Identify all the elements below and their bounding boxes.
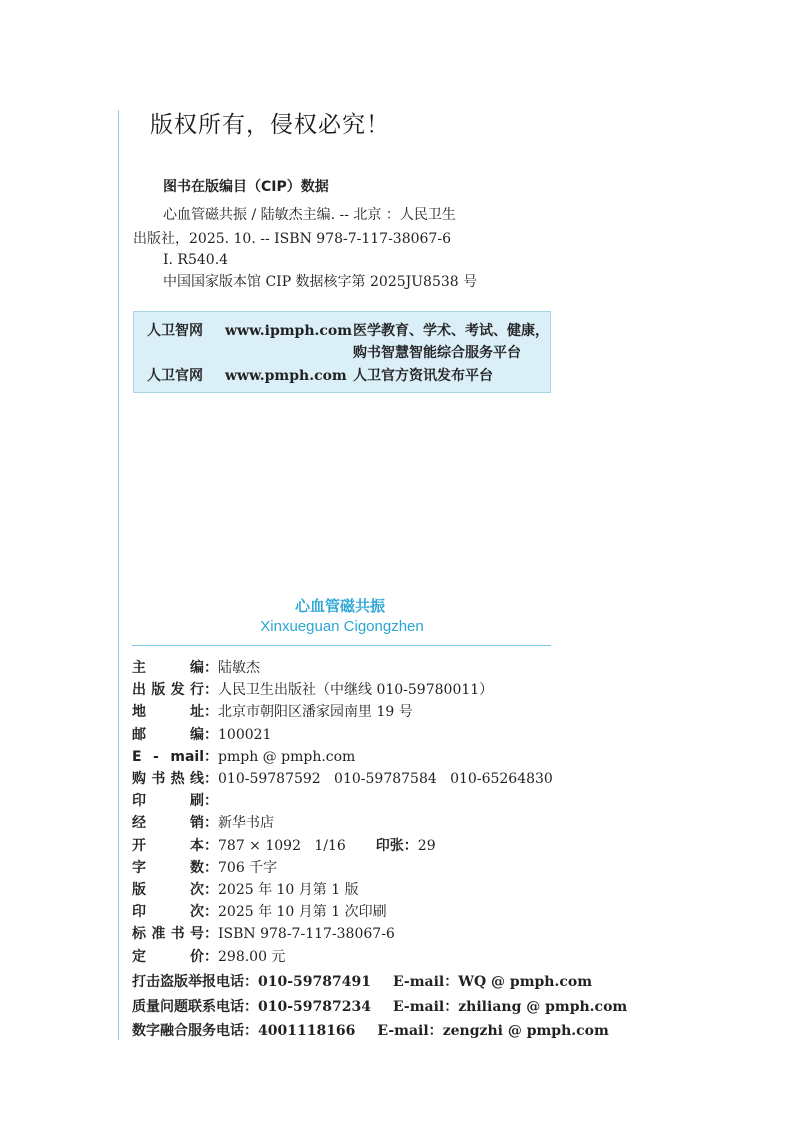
copyright-notice: 版权所有，侵权必究！ bbox=[150, 112, 390, 138]
info-colon: ： bbox=[204, 859, 218, 876]
info-row bbox=[132, 858, 277, 878]
info-value: 298.00 元 bbox=[218, 948, 286, 965]
website-name-2: 人卫官网 bbox=[147, 368, 203, 384]
website-info-box bbox=[133, 311, 551, 393]
cip-line-4: 中国国家版本馆 CIP 数据核字第 2025JU8538 号 bbox=[163, 274, 478, 290]
contact-email-label: E-mail： bbox=[392, 974, 459, 990]
info-colon: ： bbox=[204, 837, 218, 854]
title-rule bbox=[132, 645, 551, 646]
book-title: 心血管磁共振 bbox=[294, 597, 385, 615]
info-extra-value: 29 bbox=[417, 837, 436, 854]
contact-phone: 010-59787491 bbox=[258, 974, 371, 990]
website-url-2[interactable]: www.pmph.com bbox=[225, 368, 347, 384]
info-colon: ： bbox=[204, 926, 218, 943]
info-row bbox=[132, 836, 436, 856]
website-desc-1a: 医学教育、学术、考试、健康， bbox=[353, 323, 549, 339]
info-label: 标准书号 bbox=[132, 926, 204, 943]
info-row bbox=[132, 813, 274, 833]
contact-label: 数字融合服务电话： bbox=[132, 1023, 258, 1039]
contact-phone: 010-59787234 bbox=[258, 998, 371, 1015]
info-colon: ： bbox=[204, 660, 218, 676]
info-row bbox=[132, 902, 387, 922]
margin-rule bbox=[118, 110, 119, 1040]
info-row bbox=[132, 924, 395, 944]
website-desc-1b: 购书智慧智能综合服务平台 bbox=[353, 345, 521, 361]
info-label: 印 刷 bbox=[132, 793, 204, 810]
contact-email[interactable]: zhiliang @ pmph.com bbox=[458, 998, 628, 1015]
contact-label: 质量问题联系电话： bbox=[132, 998, 258, 1015]
info-label: E - mail bbox=[132, 748, 204, 765]
info-colon: ： bbox=[204, 771, 218, 787]
info-row bbox=[132, 947, 285, 967]
info-row bbox=[132, 702, 413, 722]
info-row bbox=[132, 680, 493, 700]
info-value: 人民卫生出版社（中继线 010-59780011） bbox=[218, 682, 494, 699]
info-colon: ： bbox=[204, 726, 218, 743]
info-value: 100021 bbox=[218, 726, 272, 743]
website-name-1: 人卫智网 bbox=[147, 323, 203, 339]
contact-row bbox=[132, 972, 592, 992]
info-colon: ： bbox=[204, 682, 218, 699]
info-value: 787 × 1092 1/16 bbox=[218, 837, 346, 854]
info-colon: ： bbox=[204, 704, 218, 721]
cip-line-2: 出版社，2025. 10. -- ISBN 978-7-117-38067-6 bbox=[133, 231, 451, 247]
info-label: 经 销 bbox=[132, 815, 204, 832]
info-row bbox=[132, 791, 218, 811]
info-value: 706 千字 bbox=[218, 859, 278, 876]
info-value: 2025 年 10 月第 1 次印刷 bbox=[218, 904, 387, 921]
info-label: 字 数 bbox=[132, 859, 204, 876]
info-colon: ： bbox=[204, 748, 218, 765]
info-label: 邮 编 bbox=[132, 726, 204, 743]
info-row bbox=[132, 747, 355, 767]
contact-email-label: E-mail： bbox=[392, 998, 459, 1015]
book-pinyin: Xinxueguan Cigongzhen bbox=[260, 618, 424, 635]
info-value: 北京市朝阳区潘家园南里 19 号 bbox=[218, 704, 413, 721]
info-value: 010-59787592 010-59787584 010-65264830 bbox=[218, 771, 553, 787]
contact-label: 打击盗版举报电话： bbox=[132, 974, 258, 990]
info-colon: ： bbox=[204, 815, 218, 832]
info-label: 出版发行 bbox=[132, 682, 204, 699]
cip-line-1: 心血管磁共振 / 陆敏杰主编. -- 北京 ：人民卫生 bbox=[163, 207, 456, 223]
contact-row bbox=[132, 1021, 609, 1041]
contact-email-label: E-mail： bbox=[377, 1023, 443, 1039]
website-url-1[interactable]: www.ipmph.com bbox=[225, 323, 353, 339]
info-label: 主 编 bbox=[132, 660, 204, 676]
info-row bbox=[132, 769, 553, 789]
info-row bbox=[132, 880, 359, 900]
info-label: 购书热线 bbox=[132, 771, 204, 787]
contact-email[interactable]: zengzhi @ pmph.com bbox=[442, 1023, 609, 1039]
info-extra-label: 印张： bbox=[375, 837, 418, 854]
cip-heading: 图书在版编目（CIP）数据 bbox=[163, 179, 329, 195]
info-label: 印 次 bbox=[132, 904, 204, 921]
info-value: ISBN 978-7-117-38067-6 bbox=[218, 926, 395, 943]
info-value: 陆敏杰 bbox=[218, 660, 260, 676]
info-colon: ： bbox=[204, 882, 218, 898]
info-colon: ： bbox=[204, 948, 218, 965]
info-value: pmph @ pmph.com bbox=[218, 748, 356, 765]
info-row bbox=[132, 725, 271, 745]
contact-phone: 4001118166 bbox=[258, 1023, 356, 1039]
contact-row bbox=[132, 997, 627, 1017]
info-label: 地 址 bbox=[132, 704, 204, 721]
contact-email[interactable]: WQ @ pmph.com bbox=[458, 974, 593, 990]
info-label: 版 次 bbox=[132, 882, 204, 898]
info-value: 新华书店 bbox=[218, 815, 274, 832]
info-label: 定 价 bbox=[132, 948, 204, 965]
website-desc-2: 人卫官方资讯发布平台 bbox=[353, 368, 493, 384]
info-row bbox=[132, 658, 260, 678]
cip-line-3: Ⅰ. R540.4 bbox=[163, 252, 229, 268]
info-colon: ： bbox=[204, 904, 218, 921]
info-label: 开 本 bbox=[132, 837, 204, 854]
info-value: 2025 年 10 月第 1 版 bbox=[218, 882, 359, 898]
info-colon: ： bbox=[204, 793, 218, 810]
